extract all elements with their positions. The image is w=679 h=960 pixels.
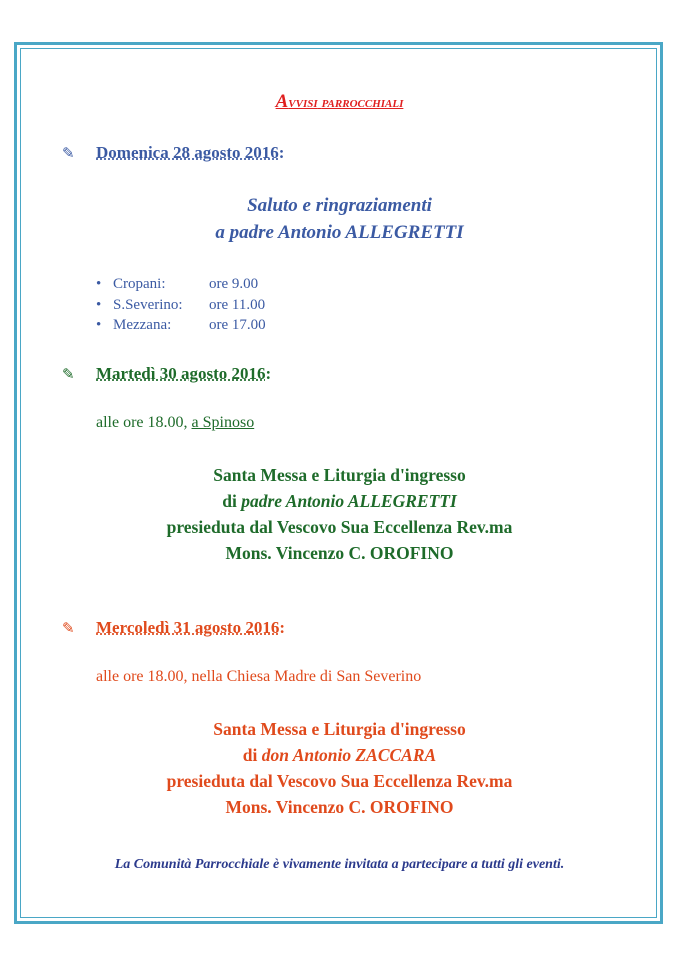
- schedule-place: Cropani:: [113, 276, 166, 292]
- section2-heading: [62, 364, 271, 384]
- section2-event-line4: Mons. Vincenzo C. OROFINO: [225, 543, 454, 563]
- section1-colon: :: [278, 143, 285, 162]
- schedule-time: ore 17.00: [209, 317, 266, 333]
- hand-pointer-icon: ✎: [62, 367, 75, 383]
- section3-event-line1: Santa Messa e Liturgia d'ingresso: [213, 719, 466, 739]
- bullet-dot-icon: •: [96, 317, 102, 333]
- section2-event-line2: [0, 488, 679, 514]
- section1-subtitle: [0, 192, 679, 246]
- section2-celebrant: padre Antonio ALLEGRETTI: [241, 491, 457, 511]
- section1-heading: [62, 143, 284, 163]
- section2-time-line: [96, 414, 254, 432]
- section3-colon: :: [279, 618, 286, 637]
- section1-subtitle-line1: Saluto e ringraziamenti: [247, 195, 432, 216]
- section2-event: [0, 462, 679, 566]
- schedule-time: ore 11.00: [209, 296, 266, 313]
- schedule-time: ore 9.00: [209, 276, 259, 292]
- section3-event-line3: presieduta dal Vescovo Sua Eccellenza Rev.ma: [166, 771, 513, 791]
- schedule-item: [96, 274, 266, 295]
- section3-line2-prefix: di: [242, 745, 262, 765]
- notice-title: [0, 91, 679, 113]
- schedule-item: [96, 315, 266, 336]
- title-word-2: parrocchiali: [321, 94, 404, 111]
- hand-pointer-icon: ✎: [62, 146, 75, 162]
- section1-schedule: [96, 274, 266, 336]
- hand-pointer-icon: ✎: [62, 621, 75, 637]
- footer-invitation: La Comunità Parrocchiale è vivamente invitata a partecipare a tutti gli eventi.: [114, 857, 565, 872]
- title-initial: A: [275, 91, 289, 112]
- section3-heading: [62, 618, 285, 638]
- schedule-place: Mezzana:: [113, 317, 172, 333]
- section3-time-line: alle ore 18.00, nella Chiesa Madre di San Severino: [96, 668, 422, 685]
- section2-date: Martedì 30 agosto 2016: [96, 364, 266, 383]
- section1-subtitle-line2: a padre Antonio ALLEGRETTI: [215, 222, 464, 243]
- section2-event-line3: presieduta dal Vescovo Sua Eccellenza Rev.ma: [166, 517, 513, 537]
- section3-event: [0, 716, 679, 820]
- section3-event-line4: Mons. Vincenzo C. OROFINO: [225, 797, 454, 817]
- bullet-dot-icon: •: [96, 276, 102, 292]
- section2-event-line1: Santa Messa e Liturgia d'ingresso: [213, 465, 466, 485]
- section2-location: a Spinoso: [191, 414, 255, 431]
- section2-colon: :: [265, 364, 272, 383]
- section2-line2-prefix: di: [222, 491, 242, 511]
- section3-event-line2: [0, 742, 679, 768]
- section2-time: alle ore 18.00,: [96, 414, 192, 431]
- schedule-item: [96, 295, 266, 316]
- title-word-1: vvisi: [288, 94, 318, 111]
- section3-date: Mercoledì 31 agosto 2016: [96, 618, 280, 637]
- schedule-place: S.Severino:: [113, 296, 183, 313]
- bullet-dot-icon: •: [96, 296, 102, 313]
- section1-date: Domenica 28 agosto 2016: [96, 143, 279, 162]
- section3-celebrant: don Antonio ZACCARA: [261, 745, 437, 765]
